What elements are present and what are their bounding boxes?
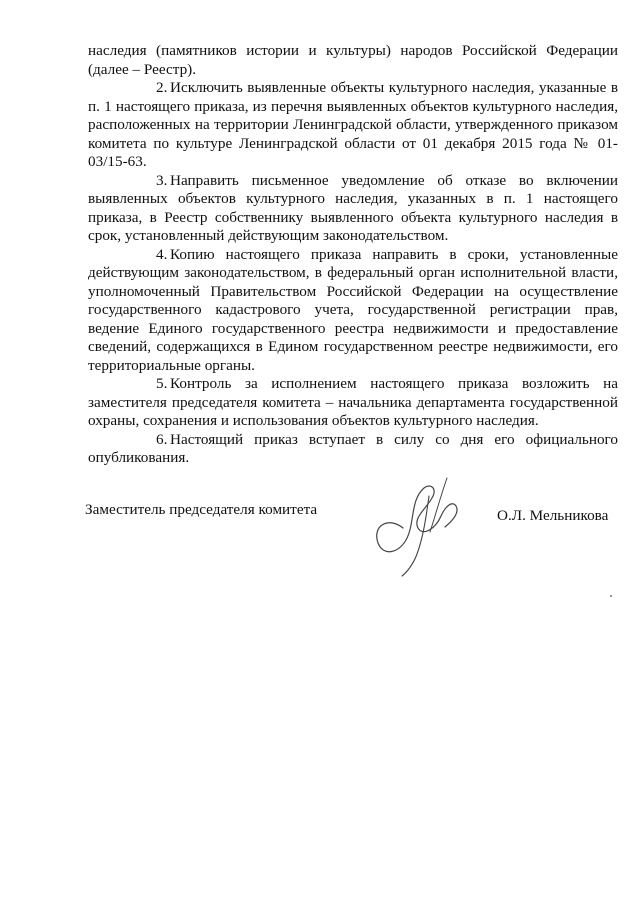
item-number: 3.: [156, 171, 168, 189]
item-text: Копию настоящего приказа направить в сроки, установленные действующим законодательством, в федеральный орган исполнительной власти, уполномоченный Правительством Российской Федерации на осуществление государственного кадастрового учета, государственной регистрации прав, ведение Единого государственного реестра недвижимости и предоставление сведений, содержащихся в Едином государственном реестре недвижимости, его территориальные органы.: [88, 245, 618, 374]
item-number: 4.: [156, 245, 168, 263]
item-number: 2.: [156, 79, 168, 96]
handwritten-signature: [368, 470, 468, 580]
item-text: Исключить выявленные объекты культурного наследия, указанные в п. 1 настоящего приказа, из перечня выявленных объектов культурного наследия, расположенных на территории Ленинградской области, утвержденного приказом комитета по культуре Ленинградской области от 01 декабря 2015 года № 01-03/15-63.: [88, 79, 618, 170]
scan-artifact: [610, 595, 612, 597]
item-number: 5.: [156, 375, 168, 392]
item-text: Контроль за исполнением настоящего приказа возложить на заместителя председателя комитета – начальника департамента государственной охраны, сохранения и использования объектов культурного наследия.: [88, 375, 618, 429]
item-text: Настоящий приказ вступает в силу со дня его официального опубликования.: [88, 430, 618, 466]
intro-paragraph: наследия (памятников истории и культуры) народов Российской Федерации (далее – Реестр).: [88, 42, 618, 78]
signatory-position: Заместитель председателя комитета: [85, 501, 318, 518]
item-text: Направить письменное уведомление об отказе во включении выявленных объектов культурного наследия, указанных в п. 1 настоящего приказа, в Реестр собственнику выявленного объекта культурного наследия в срок, установленный действующим законодательством.: [88, 171, 618, 244]
item-number: 6.: [156, 430, 168, 448]
signatory-name: О.Л. Мельникова: [497, 507, 609, 524]
